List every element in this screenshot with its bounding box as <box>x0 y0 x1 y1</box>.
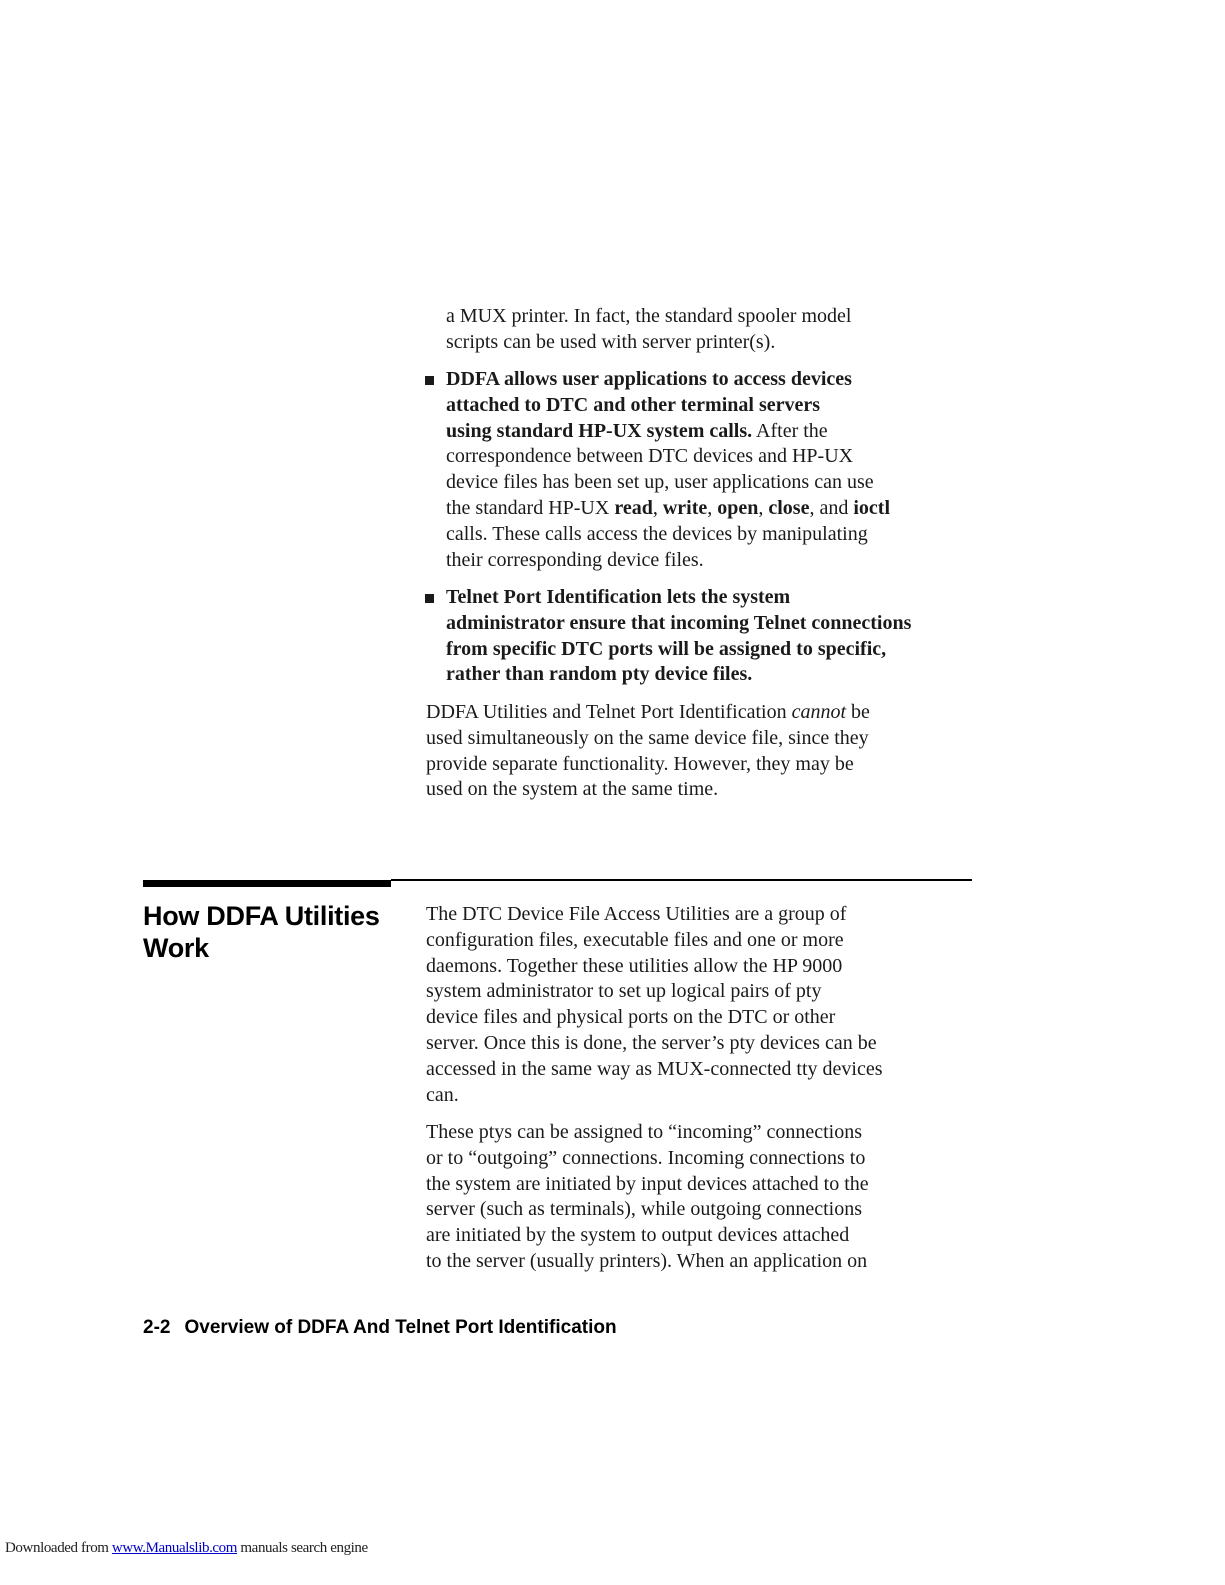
text-line: used simultaneously on the same device file, since they <box>426 726 869 749</box>
section-paragraph-2 <box>426 1120 869 1275</box>
call-open: open <box>717 496 759 519</box>
text-line: calls. These calls access the devices by manipulating <box>446 522 868 545</box>
bullet-lead-line: rather than random pty device files. <box>446 663 753 686</box>
text-line: device files and physical ports on the DTC or other <box>426 1006 836 1029</box>
note-line-mixed <box>426 700 870 726</box>
text-line: their corresponding device files. <box>446 548 704 571</box>
calls-separator: , <box>758 496 769 519</box>
text-line: server. Once this is done, the server’s pty devices can be <box>426 1031 877 1054</box>
call-write: write <box>662 496 708 519</box>
source-suffix: manuals search engine <box>237 1540 368 1556</box>
section-heading <box>143 900 380 964</box>
text-line: server (such as terminals), while outgoing connections <box>426 1198 862 1221</box>
bullet-lead-line: administrator ensure that incoming Telnet connections <box>446 611 912 634</box>
calls-separator: , <box>707 496 718 519</box>
note-emphasis: cannot <box>791 701 847 723</box>
text-line: a MUX printer. In fact, the standard spooler model <box>446 305 852 327</box>
section-rule-thin <box>391 879 972 881</box>
source-link[interactable]: www.Manualslib.com <box>111 1540 238 1556</box>
calls-prefix: the standard HP-UX <box>446 496 615 519</box>
bullet-lead-line: Telnet Port Identification lets the system <box>446 586 791 608</box>
bullet-lead-line: from specific DTC ports will be assigned to specific, <box>446 637 887 660</box>
bullet-lead-line: attached to DTC and other terminal servers <box>446 393 821 416</box>
continuation-paragraph <box>446 304 851 356</box>
bullet-lead-line-mixed <box>446 419 890 445</box>
section-heading-line: Work <box>143 933 209 963</box>
text-line: accessed in the same way as MUX-connected tty devices <box>426 1057 883 1080</box>
note-text: DDFA Utilities and Telnet Port Identification <box>426 701 792 723</box>
section-paragraph-1 <box>426 902 883 1108</box>
text-line: used on the system at the same time. <box>426 778 719 801</box>
text-line: correspondence between DTC devices and HP-UX <box>446 445 854 468</box>
bullet-lead-line: using standard HP-UX system calls. <box>446 419 753 442</box>
text-line: configuration files, executable files and one or more <box>426 928 844 951</box>
call-ioctl: ioctl <box>853 496 891 519</box>
bullet-marker <box>425 376 434 385</box>
call-close: close <box>768 496 810 519</box>
source-prefix: Downloaded from <box>5 1540 112 1556</box>
page-footer <box>143 1317 617 1339</box>
text-line: provide separate functionality. However, they may be <box>426 752 854 775</box>
text-line: These ptys can be assigned to “incoming” connections <box>426 1121 862 1143</box>
page-number: 2-2 <box>143 1317 171 1338</box>
text-line: daemons. Together these utilities allow the HP 9000 <box>426 954 843 977</box>
text-line: system administrator to set up logical pairs of pty <box>426 980 822 1003</box>
text-line: device files has been set up, user applications can use <box>446 471 874 494</box>
note-text: be <box>846 701 870 723</box>
text-line: or to “outgoing” connections. Incoming connections to <box>426 1146 866 1169</box>
text-line: to the server (usually printers). When an application on <box>426 1249 868 1272</box>
text-line: are initiated by the system to output devices attached <box>426 1224 850 1247</box>
bullet-lead-line: DDFA allows user applications to access devices <box>446 368 852 390</box>
note-paragraph <box>426 700 870 803</box>
text-line: can. <box>426 1083 459 1106</box>
calls-separator: , <box>652 496 663 519</box>
bullet-item-system-calls <box>446 367 890 573</box>
text-line: The DTC Device File Access Utilities are a group of <box>426 903 847 925</box>
calls-line <box>446 496 890 522</box>
source-attribution <box>5 1540 368 1557</box>
text-line: the system are initiated by input devices attached to the <box>426 1172 869 1195</box>
bullet-marker <box>425 594 434 603</box>
calls-separator: , and <box>809 496 854 519</box>
text-line: scripts can be used with server printer(s). <box>446 330 776 353</box>
section-rule-thick <box>143 880 391 887</box>
section-heading-line: How DDFA Utilities <box>143 901 380 931</box>
chapter-title: Overview of DDFA And Telnet Port Identification <box>184 1317 617 1338</box>
bullet-body-text: After the <box>752 419 828 442</box>
call-read: read <box>614 496 653 519</box>
bullet-item-telnet-port-id <box>446 585 911 688</box>
